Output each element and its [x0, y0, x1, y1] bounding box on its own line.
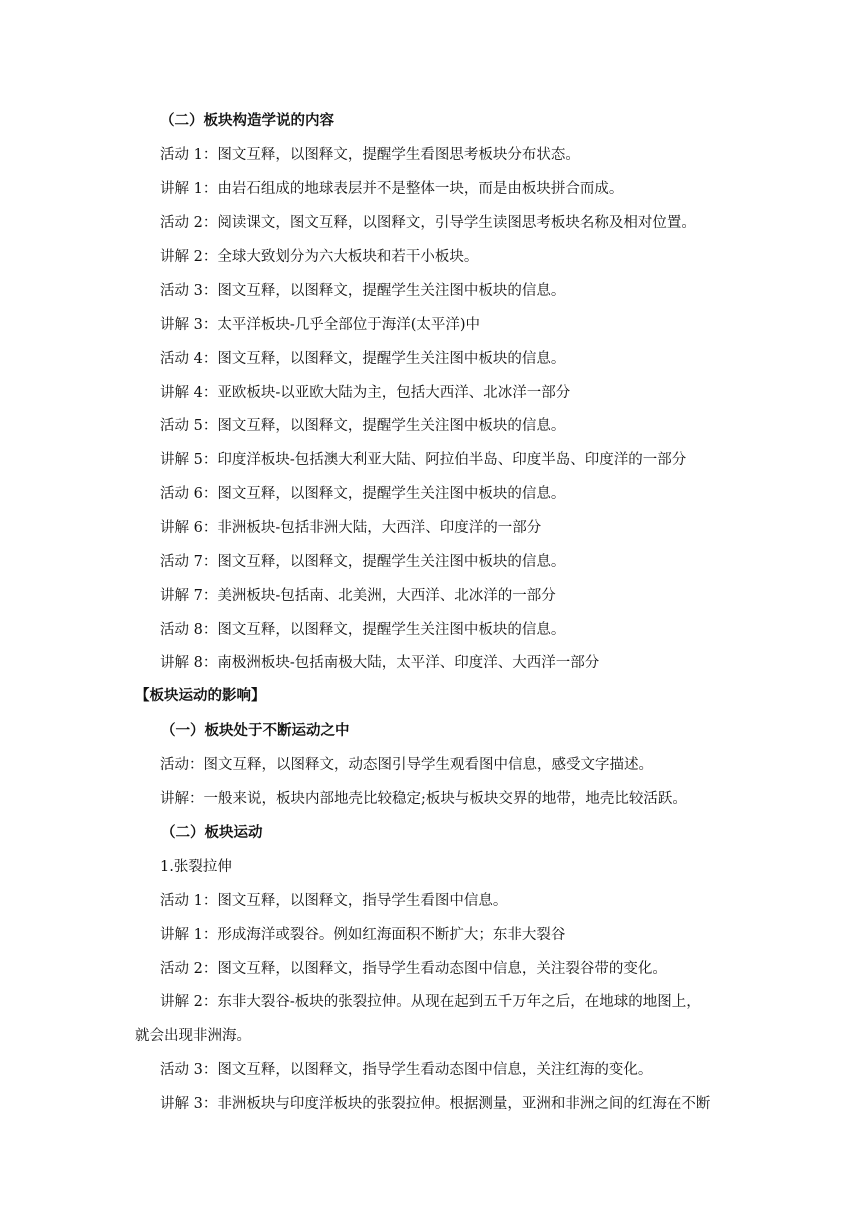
text-line: 讲解 2：全球大致划分为六大板块和若干小板块。	[160, 249, 479, 265]
text-line: 讲解 2：东非大裂谷-板块的张裂拉伸。从现在起到五千万年之后，在地球的地图上，	[160, 994, 701, 1010]
text-line: 讲解：一般来说，板块内部地壳比较稳定;板块与板块交界的地带，地壳比较活跃。	[160, 791, 687, 807]
section-heading: （一）板块处于不断运动之中	[161, 723, 350, 739]
text-line: 就会出现非洲海。	[135, 1028, 251, 1044]
text-line: 讲解 8：南极洲板块-包括南极大陆，太平洋、印度洋、大西洋一部分	[160, 655, 600, 671]
text-line: 活动 8：图文互释，以图释文，提醒学生关注图中板块的信息。	[160, 622, 566, 638]
text-line: 活动 3：图文互释，以图释文，提醒学生关注图中板块的信息。	[160, 283, 566, 299]
text-line: 讲解 7：美洲板块-包括南、北美洲，大西洋、北冰洋的一部分	[160, 588, 556, 604]
text-line: 讲解 6：非洲板块-包括非洲大陆，大西洋、印度洋的一部分	[160, 520, 542, 536]
text-line: 讲解 3：非洲板块与印度洋板块的张裂拉伸。根据测量，亚洲和非洲之间的红海在不断	[160, 1096, 711, 1112]
text-line: 活动 5：图文互释，以图释文，提醒学生关注图中板块的信息。	[160, 418, 566, 434]
text-line: 活动：图文互释，以图释文，动态图引导学生观看图中信息，感受文字描述。	[160, 757, 653, 773]
text-line: 活动 6：图文互释，以图释文，提醒学生关注图中板块的信息。	[160, 486, 566, 502]
text-line: 讲解 1：形成海洋或裂谷。例如红海面积不断扩大；东非大裂谷	[160, 927, 566, 943]
text-line: 活动 7：图文互释，以图释文，提醒学生关注图中板块的信息。	[160, 554, 566, 570]
text-line: 讲解 4：亚欧板块-以亚欧大陆为主，包括大西洋、北冰洋一部分	[160, 385, 571, 401]
text-line: 1.张裂拉伸	[160, 859, 232, 875]
text-line: 活动 1：图文互释，以图释文，提醒学生看图思考板块分布状态。	[160, 147, 580, 163]
section-heading: （二）板块运动	[161, 825, 263, 841]
text-line: 活动 2：阅读课文，图文互释，以图释文，引导学生读图思考板块名称及相对位置。	[160, 215, 696, 231]
text-line: 讲解 5：印度洋板块-包括澳大利亚大陆、阿拉伯半岛、印度半岛、印度洋的一部分	[160, 452, 687, 468]
text-line: 活动 1：图文互释，以图释文，指导学生看图中信息。	[160, 893, 508, 909]
text-line: 活动 3：图文互释，以图释文，指导学生看动态图中信息，关注红海的变化。	[160, 1062, 653, 1078]
text-line: 活动 2：图文互释，以图释文，指导学生看动态图中信息，关注裂谷带的变化。	[160, 961, 667, 977]
text-line: 讲解 3：太平洋板块-几乎全部位于海洋(太平洋)中	[160, 317, 481, 333]
text-line: 活动 4：图文互释，以图释文，提醒学生关注图中板块的信息。	[160, 351, 566, 367]
section-heading: 【板块运动的影响】	[135, 688, 266, 704]
section-heading: （二）板块构造学说的内容	[160, 113, 334, 129]
text-line: 讲解 1：由岩石组成的地球表层并不是整体一块，而是由板块拼合而成。	[160, 181, 624, 197]
